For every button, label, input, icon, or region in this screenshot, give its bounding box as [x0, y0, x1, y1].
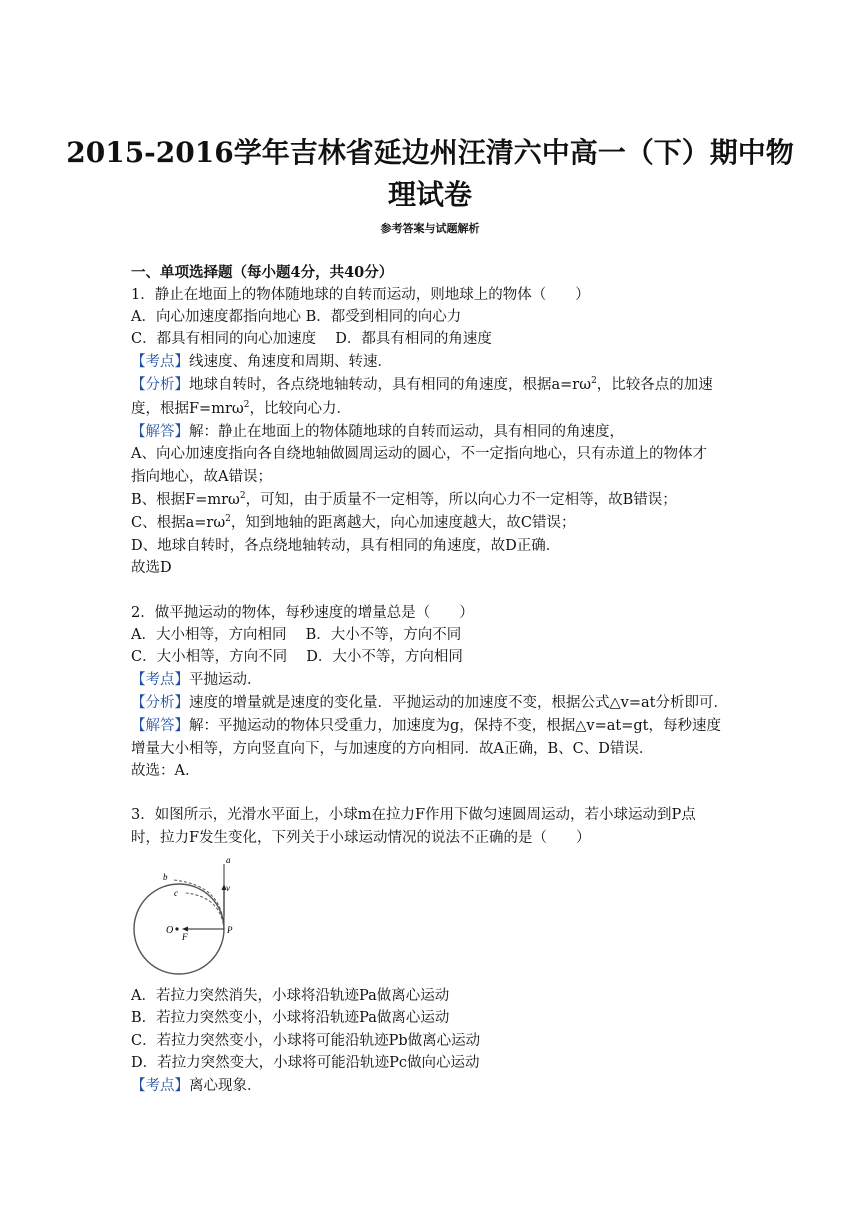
q3-option-b: B．若拉力突然变小，小球将沿轨迹Pa做离心运动 [131, 1010, 450, 1026]
q2-kaodian-text: 平抛运动． [189, 672, 262, 688]
superscript: 2 [225, 514, 231, 525]
q1-solution-c-text-a: C、根据a=rω [131, 515, 226, 531]
q3-option-d: D．若拉力突然变大，小球将可能沿轨迹Pc做向心运动 [131, 1055, 480, 1071]
page-title-line-2: 理试卷 [387, 178, 472, 211]
jieda-tag: 【解答】 [131, 718, 189, 734]
q3-stem-2: 时，拉力F发生变化，下列关于小球运动情况的说法不正确的是（ ） [131, 830, 591, 846]
q1-fenxi-line-2 [131, 398, 731, 420]
label-c: c [174, 888, 178, 898]
q3-stem-1: 3．如图所示，光滑水平面上，小球m在拉力F作用下做匀速圆周运动，若小球运动到P点 [131, 807, 696, 823]
superscript: 2 [243, 400, 250, 411]
q1-fenxi-text-1a: 地球自转时，各点绕地轴转动，具有相同的角速度，根据a=rω [189, 377, 592, 393]
fenxi-tag: 【分析】 [131, 695, 189, 711]
q1-fenxi-text-1b: ，比较各点的加速 [596, 377, 713, 393]
q1-fenxi-text-2b: ，比较向心力． [249, 401, 351, 417]
q3-option-c: C．若拉力突然变小，小球将可能沿轨迹Pb做离心运动 [131, 1033, 481, 1049]
q2-answer: 故选：A． [131, 763, 200, 779]
q1-solution-b [131, 489, 731, 511]
page-subtitle: 参考答案与试题解析 [380, 222, 480, 235]
q2-fenxi [131, 692, 731, 714]
q2-jieda-text: 解：平抛运动的物体只受重力，加速度为g，保持不变，根据△v=at=gt，每秒速度 [189, 718, 722, 734]
q1-solution-a-2: 指向地心，故A错误； [131, 469, 272, 485]
q1-fenxi-text-2a: 度，根据F=mrω [131, 401, 244, 417]
kaodian-tag: 【考点】 [131, 1078, 189, 1094]
q2-kaodian [131, 669, 731, 691]
q1-solution-c-text-b: ，知到地轴的距离越大，向心加速度越大，故C错误； [230, 515, 576, 531]
q1-solution-b-text-a: B、根据F=mrω [131, 492, 240, 508]
path-pc [186, 893, 224, 929]
superscript: 2 [239, 491, 246, 502]
q1-fenxi [131, 374, 731, 396]
q3-kaodian-text: 离心现象． [189, 1078, 262, 1094]
kaodian-tag: 【考点】 [131, 354, 189, 370]
q1-options-cd: C．都具有相同的向心加速度 D．都具有相同的角速度 [131, 331, 492, 347]
label-b: b [163, 872, 168, 882]
q2-stem: 2．做平抛运动的物体，每秒速度的增量总是（ ） [131, 605, 474, 621]
q2-jieda [131, 715, 731, 737]
q1-answer: 故选D [131, 560, 172, 576]
q3-option-a: A．若拉力突然消失，小球将沿轨迹Pa做离心运动 [131, 988, 450, 1004]
q1-jieda-text: 解：静止在地面上的物体随地球的自转而运动，具有相同的角速度， [189, 424, 624, 440]
page-title-line-1: 2015-2016学年吉林省延边州汪清六中高一（下）期中物 [66, 136, 794, 169]
circular-motion-figure [130, 856, 240, 978]
q2-jieda-line-2: 增量大小相等，方向竖直向下，与加速度的方向相同．故A正确，B、C、D错误． [131, 741, 654, 757]
label-o: O [166, 925, 174, 936]
q2-options-cd: C．大小相等，方向不同 D．大小不等，方向相同 [131, 649, 463, 665]
q1-kaodian-text: 线速度、角速度和周期、转速． [189, 354, 392, 370]
q1-stem: 1．静止在地面上的物体随地球的自转而运动，则地球上的物体（ ） [131, 287, 590, 303]
label-f: F [182, 932, 188, 942]
jieda-tag: 【解答】 [131, 424, 189, 440]
q1-solution-c [131, 512, 731, 534]
q1-jieda [131, 421, 731, 443]
q1-kaodian [131, 351, 731, 373]
q2-options-ab: A．大小相等，方向相同 B．大小不等，方向不同 [131, 627, 462, 643]
section-heading: 一、单项选择题（每小题4分，共40分） [131, 264, 394, 281]
q1-solution-d: D、地球自转时，各点绕地轴转动，具有相同的角速度，故D正确． [131, 538, 561, 554]
superscript: 2 [591, 376, 597, 387]
label-v: v [226, 883, 230, 893]
fenxi-tag: 【分析】 [131, 377, 189, 393]
force-arrowhead [182, 927, 188, 932]
q1-options-ab: A．向心加速度都指向地心 B．都受到相同的向心力 [131, 309, 462, 325]
q1-solution-a-1: A、向心加速度指向各自绕地轴做圆周运动的圆心，不一定指向地心，只有赤道上的物体才 [131, 446, 707, 462]
q3-kaodian [131, 1075, 731, 1097]
label-a: a [226, 856, 231, 865]
label-p: P [227, 925, 233, 935]
q2-fenxi-text: 速度的增量就是速度的变化量．平抛运动的加速度不变，根据公式△v=at分析即可． [189, 695, 728, 711]
q1-solution-b-text-b: ，可知，由于质量不一定相等，所以向心力不一定相等，故B错误； [245, 492, 677, 508]
center-point [175, 927, 178, 930]
kaodian-tag: 【考点】 [131, 672, 189, 688]
